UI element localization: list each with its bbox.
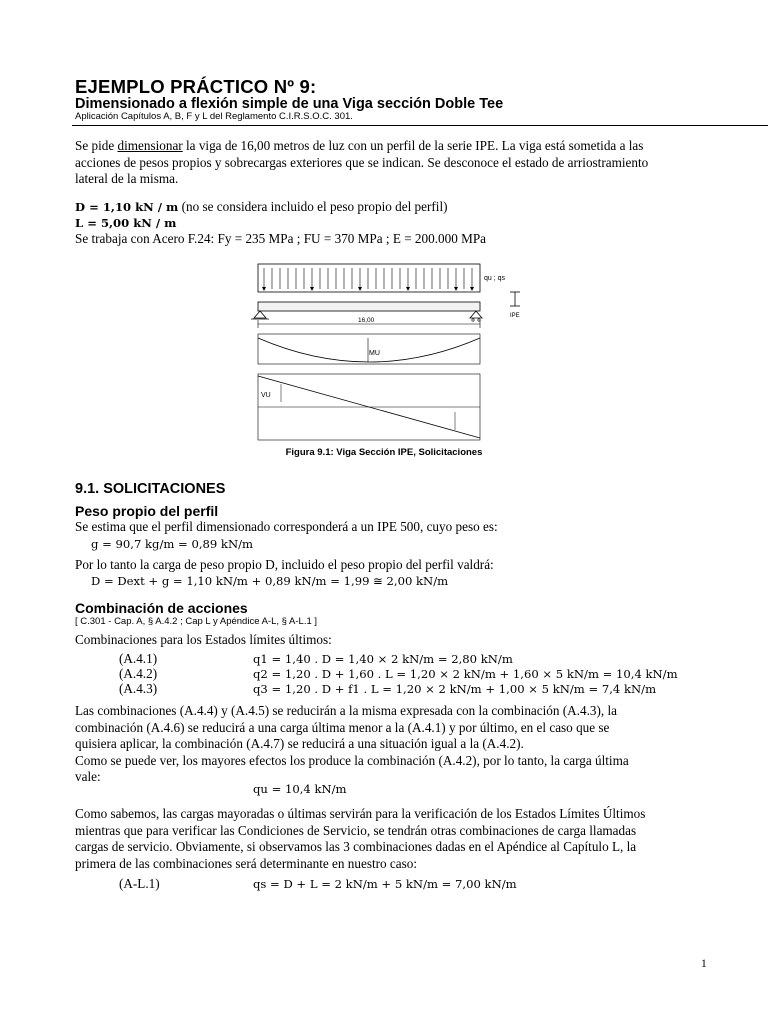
text-line: combinación (A.4.6) se reducirá a una carga última menor a la (A.4.1) y por último, en el caso que se <box>75 719 610 735</box>
paragraph-combinations <box>75 703 700 786</box>
left-support <box>254 311 266 318</box>
text-line: vale: <box>75 769 101 784</box>
service-combo-equation: qs = D + L = 2 kN/m + 5 kN/m = 7,00 kN/m <box>253 877 517 891</box>
section-heading: 9.1. SOLICITACIONES <box>75 481 226 497</box>
qu-equation: qu = 10,4 kN/m <box>253 782 347 796</box>
peso-equation: g = 90,7 kg/m = 0,89 kN/m <box>91 537 254 551</box>
ipe-label: IPE <box>510 313 520 319</box>
text-line: cargas de servicio. Obviamente, si observamos las 3 combinaciones dadas en el Apéndice al Capítulo L, la <box>75 839 637 854</box>
combo-row <box>119 680 656 698</box>
carga-equation: D = Dext + g = 1,10 kN/m + 0,89 kN/m = 1,99 ≅ 2,00 kN/m <box>91 574 449 588</box>
steel-line: Se trabaja con Acero F.24: Fy = 235 MPa ; FU = 370 MPa ; E = 200.000 MPa <box>75 231 487 246</box>
shear-label: VU <box>261 392 271 399</box>
page-number: 1 <box>701 958 707 970</box>
text-line: primera de las combinaciones será determinante en nuestro caso: <box>75 855 418 871</box>
dead-load-note: (no se considera incluido el peso propio del perfil) <box>178 199 448 214</box>
beam-figure <box>248 262 528 444</box>
page-subtitle: Dimensionado a flexión simple de una Viga sección Doble Tee <box>75 96 504 112</box>
moment-diagram-frame <box>258 334 480 364</box>
text-line: Las combinaciones (A.4.4) y (A.4.5) se reducirán a la misma expresada con la combinación (A.4.3), la <box>75 703 617 718</box>
load-arrows <box>264 268 472 289</box>
header-rule <box>72 125 768 126</box>
page-title: EJEMPLO PRÁCTICO Nº 9: <box>75 76 317 97</box>
combo-label: (A.4.1) <box>119 651 158 666</box>
dead-load-line <box>75 199 448 216</box>
figure-caption: Figura 9.1: Viga Sección IPE, Solicitaciones <box>285 447 483 458</box>
ipe-section-icon <box>510 292 520 306</box>
combinacion-reference: [ C.301 - Cap. A, § A.4.2 ; Cap L y Apéndice A-L, § A-L.1 ] <box>75 616 318 627</box>
combo-equation: q2 = 1,20 . D + 1,60 . L = 1,20 × 2 kN/m + 1,60 × 5 kN/m = 10,4 kN/m <box>253 667 678 681</box>
combinacion-intro: Combinaciones para los Estados límites últimos: <box>75 632 332 647</box>
paragraph-service <box>75 806 700 872</box>
intro-line-2: acciones de pesos propios y sobrecargas exteriores que se indican. Se desconoce el estado de arriostramiento <box>75 154 649 170</box>
intro-line-1: Se pide dimensionar la viga de 16,00 metros de luz con un perfil de la serie IPE. La viga está sometida a las <box>75 138 644 153</box>
load-block <box>258 264 480 292</box>
text-line: Como se puede ver, los mayores efectos los produce la combinación (A.4.2), por lo tanto, la carga última <box>75 752 629 768</box>
span-label: 16,00 <box>358 317 375 324</box>
moment-label: MU <box>369 350 380 357</box>
text-line: Como sabemos, las cargas mayoradas o últimas servirán para la verificación de los Estados Límites Últimos <box>75 806 646 821</box>
right-support <box>470 311 482 318</box>
beam <box>258 302 480 311</box>
combo-equation: q3 = 1,20 . D + f1 . L = 1,20 × 2 kN/m + 1,00 × 5 kN/m = 7,4 kN/m <box>253 682 657 696</box>
intro-line-3: lateral de la misma. <box>75 171 179 186</box>
intro-paragraph <box>75 138 700 188</box>
service-combo-label: (A-L.1) <box>119 876 160 891</box>
text-line: mientras que para verificar las Condiciones de Servicio, se tendrán otras combinaciones de carga llamadas <box>75 822 637 838</box>
combo-equation: q1 = 1,40 . D = 1,40 × 2 kN/m = 2,80 kN/m <box>253 652 513 666</box>
live-load-value: L = 5,00 kN / m <box>75 216 177 230</box>
combo-label: (A.4.2) <box>119 666 158 681</box>
service-combo-row <box>119 875 517 893</box>
combo-label: (A.4.3) <box>119 681 158 696</box>
dead-load-value: D = 1,10 kN / m <box>75 200 179 214</box>
peso-text: Se estima que el perfil dimensionado corresponderá a un IPE 500, cuyo peso es: <box>75 519 498 534</box>
load-label: qu ; qs <box>484 275 506 282</box>
combinacion-heading: Combinación de acciones <box>75 600 248 616</box>
peso-heading: Peso propio del perfil <box>75 503 219 519</box>
live-load-line <box>75 215 176 232</box>
carga-text: Por lo tanto la carga de peso propio D, incluido el peso propio del perfil valdrá: <box>75 557 494 572</box>
text-line: quisiera aplicar, la combinación (A.4.7) se reducirá a una situación igual a la (A.4.2). <box>75 736 524 751</box>
application-note: Aplicación Capítulos A, B, F y L del Reglamento C.I.R.S.O.C. 301. <box>75 111 353 122</box>
